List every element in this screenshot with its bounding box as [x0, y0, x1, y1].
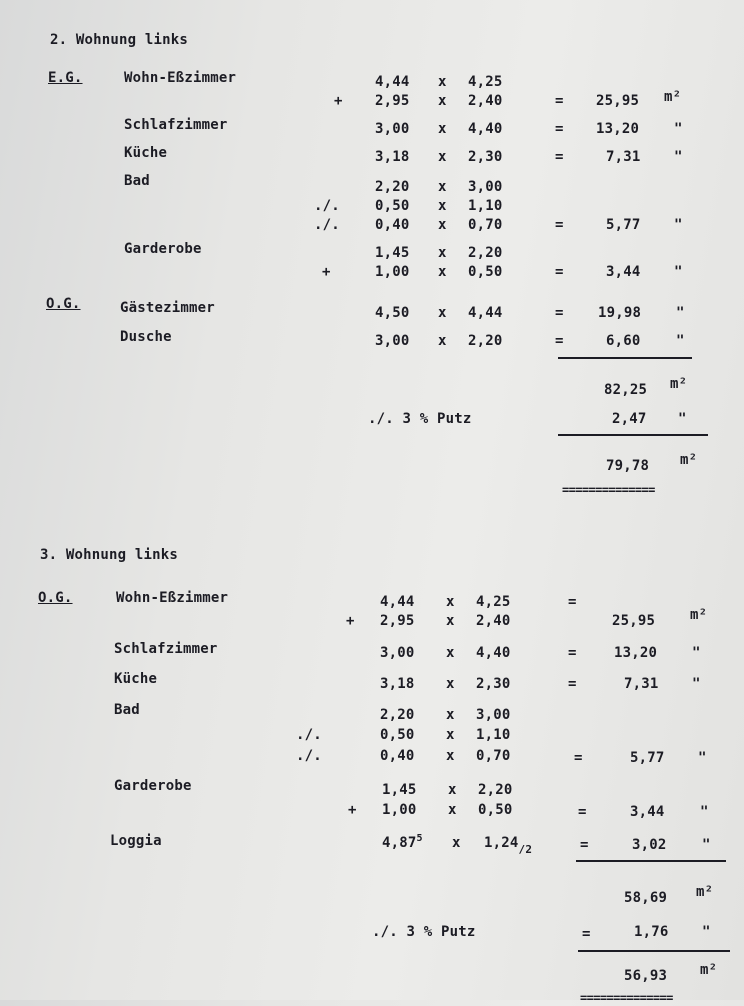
- dim-b-value: 1,24: [484, 835, 519, 851]
- times: x: [438, 121, 447, 137]
- dim-a: 3,18: [380, 676, 415, 692]
- ditto-mark: ": [674, 121, 683, 137]
- room-name: Küche: [124, 145, 168, 161]
- room-name: Garderobe: [124, 241, 202, 257]
- unit: m²: [670, 376, 688, 392]
- area-value: 25,95: [612, 613, 656, 629]
- times: x: [438, 245, 447, 261]
- equals: =: [555, 305, 564, 321]
- dim-b: 2,20: [468, 245, 503, 261]
- equals: =: [555, 149, 564, 165]
- dim-a: 1,00: [375, 264, 410, 280]
- op: ./.: [296, 727, 322, 743]
- area-value: 7,31: [624, 676, 659, 692]
- ditto-mark: ": [692, 676, 701, 692]
- dim-b: 0,70: [476, 748, 511, 764]
- subtotal-value: 58,69: [624, 890, 668, 906]
- dim-b: 2,30: [468, 149, 503, 165]
- area-value: 5,77: [606, 217, 641, 233]
- dim-b: 2,30: [476, 676, 511, 692]
- equals: =: [555, 93, 564, 109]
- room-name: Gästezimmer: [120, 300, 215, 316]
- dim-b: 3,00: [468, 179, 503, 195]
- dim-b: 4,44: [468, 305, 503, 321]
- section-title: 3. Wohnung links: [40, 547, 179, 563]
- times: x: [446, 676, 455, 692]
- dim-b: 2,40: [476, 613, 511, 629]
- dim-b: 1,10: [476, 727, 511, 743]
- area-value: 5,77: [630, 750, 665, 766]
- op: ./.: [314, 198, 340, 214]
- ditto-mark: ": [702, 924, 711, 940]
- op: +: [348, 802, 357, 818]
- dim-b: 4,40: [468, 121, 503, 137]
- dim-b: 0,50: [468, 264, 503, 280]
- room-name: Wohn-Eßzimmer: [124, 70, 237, 86]
- area-value: 19,98: [598, 305, 642, 321]
- op: +: [322, 264, 331, 280]
- double-underline: ==============: [562, 483, 655, 497]
- ditto-mark: ": [676, 333, 685, 349]
- unit: m²: [680, 452, 698, 468]
- subtotal-value: 82,25: [604, 382, 648, 398]
- dim-a-value: 4,87: [382, 835, 417, 851]
- equals: =: [568, 594, 577, 610]
- times: x: [438, 93, 447, 109]
- dim-b: 2,20: [478, 782, 513, 798]
- room-name: Küche: [114, 671, 158, 687]
- sum-rule: [576, 860, 726, 862]
- ditto-mark: ": [674, 149, 683, 165]
- floor-label: E.G.: [48, 70, 83, 86]
- equals: =: [568, 676, 577, 692]
- area-value: 6,60: [606, 333, 641, 349]
- times: x: [438, 74, 447, 90]
- dim-a: 0,50: [380, 727, 415, 743]
- dim-b: 1,10: [468, 198, 503, 214]
- equals: =: [555, 333, 564, 349]
- equals: =: [580, 837, 589, 853]
- floor-label: O.G.: [46, 296, 81, 312]
- sum-rule: [558, 434, 708, 436]
- times: x: [446, 748, 455, 764]
- room-name: Bad: [124, 173, 150, 189]
- ditto-mark: ": [692, 645, 701, 661]
- area-value: 3,44: [630, 804, 665, 820]
- area-value: 25,95: [596, 93, 640, 109]
- dim-b: 2,40: [468, 93, 503, 109]
- dim-a: 4,50: [375, 305, 410, 321]
- ditto-mark: ": [674, 264, 683, 280]
- room-name: Bad: [114, 702, 140, 718]
- dim-a: 2,95: [380, 613, 415, 629]
- ditto-mark: ": [698, 750, 707, 766]
- op: ./.: [296, 748, 322, 764]
- dim-b: 2,20: [468, 333, 503, 349]
- total-value: 79,78: [606, 458, 650, 474]
- area-value: 7,31: [606, 149, 641, 165]
- room-name: Schlafzimmer: [114, 641, 218, 657]
- putz-value: 1,76: [634, 924, 669, 940]
- times: x: [438, 198, 447, 214]
- times: x: [452, 835, 461, 851]
- ditto-mark: ": [702, 837, 711, 853]
- room-name: Wohn-Eßzimmer: [116, 590, 229, 606]
- floor-label: O.G.: [38, 590, 73, 606]
- times: x: [438, 305, 447, 321]
- putz-label: ./. 3 % Putz: [368, 411, 472, 427]
- unit: m²: [700, 962, 718, 978]
- dim-b: 3,00: [476, 707, 511, 723]
- unit: m²: [690, 607, 708, 623]
- room-name: Garderobe: [114, 778, 192, 794]
- dim-a: 0,40: [380, 748, 415, 764]
- times: x: [446, 727, 455, 743]
- putz-label: ./. 3 % Putz: [372, 924, 476, 940]
- op: ./.: [314, 217, 340, 233]
- times: x: [446, 613, 455, 629]
- area-value: 3,02: [632, 837, 667, 853]
- dim-a: 1,45: [375, 245, 410, 261]
- sum-rule: [578, 950, 730, 952]
- room-name: Dusche: [120, 329, 172, 345]
- double-underline: ==============: [580, 991, 673, 1005]
- equals: =: [574, 750, 583, 766]
- dim-a: 4,44: [375, 74, 410, 90]
- room-name: Schlafzimmer: [124, 117, 228, 133]
- times: x: [438, 217, 447, 233]
- times: x: [438, 179, 447, 195]
- op: +: [334, 93, 343, 109]
- equals: =: [582, 926, 591, 942]
- ditto-mark: ": [674, 217, 683, 233]
- sum-rule: [558, 357, 692, 359]
- ditto-mark: ": [676, 305, 685, 321]
- area-value: 13,20: [596, 121, 640, 137]
- dim-b: [484, 835, 533, 856]
- op: +: [346, 613, 355, 629]
- dim-b: 4,40: [476, 645, 511, 661]
- equals: =: [555, 121, 564, 137]
- area-value: 3,44: [606, 264, 641, 280]
- room-name: Loggia: [110, 833, 162, 849]
- dim-b: 4,25: [476, 594, 511, 610]
- putz-value: 2,47: [612, 411, 647, 427]
- dim-a: 3,00: [380, 645, 415, 661]
- times: x: [446, 645, 455, 661]
- unit: m²: [664, 89, 682, 105]
- times: x: [438, 149, 447, 165]
- dim-a: 3,00: [375, 333, 410, 349]
- dim-a-superscript: 5: [416, 833, 423, 844]
- area-value: 13,20: [614, 645, 658, 661]
- dim-a: [382, 835, 423, 851]
- dim-a: 2,95: [375, 93, 410, 109]
- equals: =: [555, 217, 564, 233]
- dim-b: 4,25: [468, 74, 503, 90]
- dim-a: 0,40: [375, 217, 410, 233]
- section-title: 2. Wohnung links: [50, 32, 189, 48]
- dim-a: 1,00: [382, 802, 417, 818]
- dim-a: 1,45: [382, 782, 417, 798]
- unit: m²: [696, 884, 714, 900]
- times: x: [448, 782, 457, 798]
- times: x: [448, 802, 457, 818]
- equals: =: [555, 264, 564, 280]
- equals: =: [578, 804, 587, 820]
- dim-a: 3,18: [375, 149, 410, 165]
- equals: =: [568, 645, 577, 661]
- dim-b: 0,70: [468, 217, 503, 233]
- dim-a: 3,00: [375, 121, 410, 137]
- times: x: [438, 333, 447, 349]
- times: x: [446, 707, 455, 723]
- times: x: [438, 264, 447, 280]
- dim-b: 0,50: [478, 802, 513, 818]
- times: x: [446, 594, 455, 610]
- dim-a: 2,20: [375, 179, 410, 195]
- dim-a: 4,44: [380, 594, 415, 610]
- dim-b-divisor: /2: [518, 843, 533, 856]
- ditto-mark: ": [678, 411, 687, 427]
- total-value: 56,93: [624, 968, 668, 984]
- dim-a: 0,50: [375, 198, 410, 214]
- dim-a: 2,20: [380, 707, 415, 723]
- ditto-mark: ": [700, 804, 709, 820]
